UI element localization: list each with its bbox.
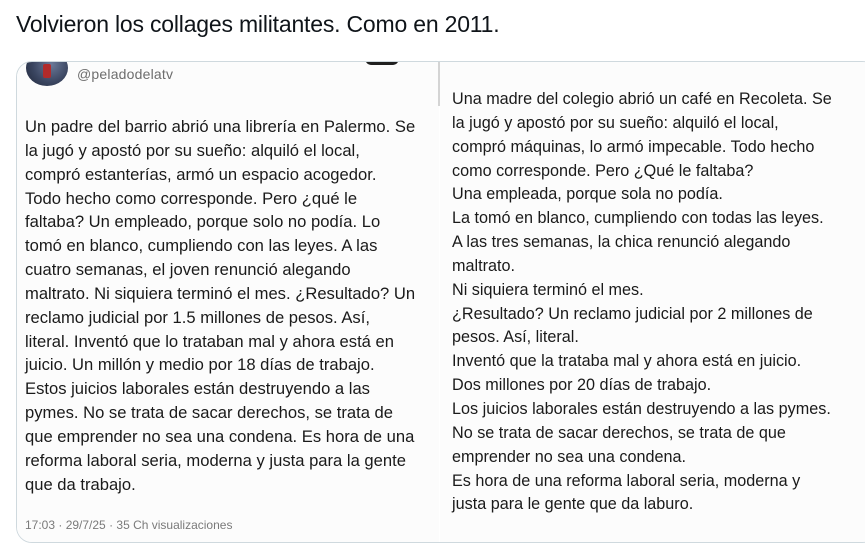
tweet-media-card[interactable]	[16, 61, 865, 543]
left-post-line: la jugó y apostó por su sueño: alquiló el local,	[25, 140, 360, 160]
left-post-line: faltaba? Un empleado, porque solo no podía. Lo	[25, 212, 381, 232]
right-post-line: emprender no sea una condena.	[452, 447, 686, 466]
left-post-line: que da trabajo.	[25, 474, 136, 494]
right-post-line: como corresponde. Pero ¿Qué le faltaba?	[452, 161, 754, 180]
right-post-body	[452, 88, 832, 517]
tweet-text: Volvieron los collages militantes. Como en 2011.	[16, 11, 500, 37]
left-post-line: tomó en blanco, cumpliendo con las leyes. A las	[25, 236, 378, 256]
right-post-line: Inventó que la trataba mal y ahora está en juicio.	[452, 352, 802, 371]
left-post-line: Todo hecho como corresponde. Pero ¿qué le	[25, 188, 358, 208]
right-post-line: compró máquinas, lo armó impecable. Todo hecho	[452, 137, 815, 156]
left-post-line: que emprender no sea una condena. Es hora de una	[25, 426, 415, 446]
left-post-line: cuatro semanas, el joven renunció alegando	[25, 260, 351, 280]
left-post-line: compró estanterías, armó un espacio acogedor.	[25, 164, 377, 184]
follow-button-fragment	[365, 61, 399, 65]
right-post-line: Una empleada, porque sola no podía.	[452, 185, 723, 204]
post-timestamp: 17:03 · 29/7/25 · 35 Ch visualizaciones	[25, 518, 233, 532]
left-post-line: reclamo judicial por 1.5 millones de pesos. Así,	[25, 307, 370, 327]
left-screenshot[interactable]	[17, 62, 439, 542]
left-post-line: pymes. No se trata de sacar derechos, se trata de	[25, 403, 394, 423]
left-post-line: juicio. Un millón y medio por 18 días de trabajo.	[25, 355, 375, 375]
right-post-line: pesos. Así, literal.	[452, 328, 579, 347]
right-post-line: justa para le gente que da laburo.	[452, 495, 694, 514]
right-post-line: No se trata de sacar derechos, se trata de que	[452, 423, 786, 442]
avatar-tie-decoration	[43, 64, 51, 78]
right-post-line: La tomó en blanco, cumpliendo con todas las leyes.	[452, 209, 824, 228]
right-post-line: A las tres semanas, la chica renunció alegando	[452, 233, 791, 252]
right-post-line: maltrato.	[452, 256, 515, 275]
left-post-line: maltrato. Ni siquiera terminó el mes. ¿Resultado? Un	[25, 283, 416, 303]
right-screenshot[interactable]	[440, 62, 865, 542]
avatar	[26, 61, 68, 86]
left-post-body	[25, 115, 415, 497]
right-post-line: Una madre del colegio abrió un café en Recoleta. Se	[452, 90, 832, 108]
right-post-line: ¿Resultado? Un reclamo judicial por 2 millones de	[452, 304, 813, 323]
left-post-line: Un padre del barrio abrió una librería en Palermo. Se	[25, 117, 416, 136]
right-post-line: Es hora de una reforma laboral seria, moderna y	[452, 471, 801, 490]
right-post-line: Dos millones por 20 días de trabajo.	[452, 376, 712, 395]
left-post-line: Estos juicios laborales están destruyendo a las	[25, 379, 370, 399]
author-handle: @peladodelatv	[77, 66, 174, 82]
left-post-line: literal. Inventó que lo trataban mal y ahora está en	[25, 331, 394, 351]
right-post-line: Ni siquiera terminó el mes.	[452, 280, 644, 299]
left-post-line: reforma laboral seria, moderna y justa para la gente	[25, 450, 406, 470]
right-post-line: Los juicios laborales están destruyendo a las pymes.	[452, 399, 831, 418]
right-post-line: la jugó y apostó por su sueño: alquiló el local,	[452, 113, 779, 132]
